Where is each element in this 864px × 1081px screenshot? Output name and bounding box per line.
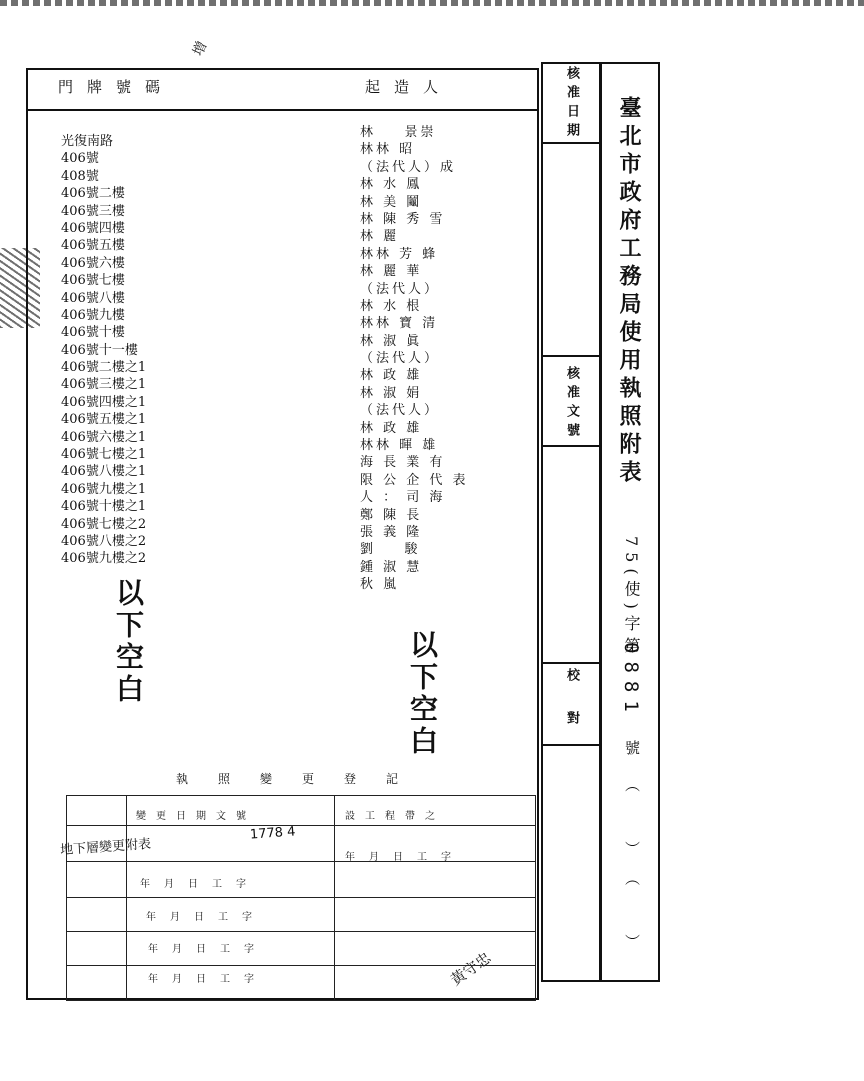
handwritten-note: 地下層變更附表 [59,836,152,859]
address-item: 406號六樓之1 [61,429,147,445]
address-item: 406號八樓之2 [61,533,147,549]
address-item: 406號七樓 [61,273,125,289]
builder-item: 限 公 企 代 表 [360,472,469,488]
table-line [535,795,536,1001]
address-item: 406號八樓 [61,290,125,306]
builder-item: （法代人） [360,351,441,367]
approval-divider [541,355,601,357]
builder-item: 林 淑 娟 [360,385,423,401]
permit-prefix: 75(使)字第 [622,536,641,659]
builder-item: 林林 寶 清 [360,316,439,332]
table-line [126,795,127,1001]
address-item: 406號十樓之1 [61,499,147,515]
address-item: 406號四樓 [61,220,125,236]
approval-doc-label: 核准文號 [564,366,579,442]
address-item: 406號五樓 [61,238,125,254]
approval-divider [541,142,601,144]
address-item: 406號三樓 [61,203,125,219]
change-table-row: 年月日工字 [140,879,260,890]
builder-item: 林 麗 華 [360,264,423,280]
change-table-row: 年月日工字 [148,944,268,955]
seal-stamp-bottom: 黃守忠 [447,948,495,990]
builder-item: 林 淑 眞 [360,333,423,349]
builder-item: 林 政 雄 [360,368,423,384]
builder-item: 林林 暉 雄 [360,438,439,454]
builder-item: 林 水 根 [360,298,423,314]
table-line [66,897,536,898]
change-table-row: 年月日工字 [345,852,465,863]
address-item: 406號九樓 [61,307,125,323]
address-item: 406號二樓之1 [61,360,147,376]
approval-divider [541,662,601,664]
builder-item: 林 陳 秀 雪 [360,211,446,227]
builder-item: 林 水 鳳 [360,177,423,193]
table-line [66,861,536,862]
approval-date-label: 核准日期 [564,66,579,142]
document-title: 臺北市政府工務局使用執照附表 [616,96,642,488]
change-table-row: 年月日工字 [146,912,266,923]
address-item: 408號 [61,168,99,184]
approval-divider [541,445,601,447]
address-item: 406號十樓 [61,325,125,341]
builder-item: 劉 駿 [360,542,421,558]
table-line [66,825,536,826]
address-item: 406號三樓之1 [61,377,147,393]
builder-item: 林林 昭 [360,142,416,158]
builder-item: 人 ： 司 海 [360,490,446,506]
table-line [66,795,536,796]
table-line [66,795,67,1001]
builder-item: （法代人） [360,403,441,419]
builder-item: 海 長 業 有 [360,455,446,471]
builder-item: 林 美 鬮 [360,194,423,210]
builder-item: 秋 嵐 [360,577,400,593]
seal-stamp-top: 增 [190,39,211,59]
address-item: 406號 [61,151,99,167]
builder-item: 林 政 雄 [360,420,423,436]
address-item: 406號六樓 [61,255,125,271]
scan-edge-line [0,0,864,6]
address-item: 406號二樓 [61,186,125,202]
builder-item: 鍾 淑 慧 [360,559,423,575]
table-line [66,1000,536,1001]
change-table-row: 年月日工字 [148,974,268,985]
blank-note-right: 以下空白 [406,630,439,758]
change-table-header-work: 設工程帶之 [345,811,445,822]
builder-header: 起造人 [365,78,453,96]
address-item: 光復南路 [61,134,114,149]
address-item: 406號九樓之2 [61,551,147,567]
address-item: 406號四樓之1 [61,394,147,410]
header-divider [26,109,539,111]
builder-item: （法代人）成 [360,159,457,175]
permit-suffix: 號（ ）（ ） [623,740,641,972]
handwritten-number: 1778 4 [249,824,296,843]
builder-item: （法代人） [360,281,441,297]
builder-item: 林 麗 [360,229,400,245]
approval-column [541,62,601,982]
address-item: 406號五樓之1 [61,412,147,428]
blank-note-left: 以下空白 [112,578,145,706]
change-table-title: 執照變更登記 [176,772,429,786]
address-item: 406號七樓之2 [61,516,147,532]
builder-list [360,124,469,594]
check-label: 校對 [564,668,579,754]
builder-item: 鄭 陳 長 [360,507,423,523]
builder-item: 張 義 隆 [360,524,423,540]
table-line [334,795,335,1001]
permit-number: 0881 [620,642,642,720]
address-item: 406號九樓之1 [61,481,147,497]
builder-item: 林林 芳 蜂 [360,246,439,262]
address-item: 406號十一樓 [61,342,138,358]
builder-item: 林 景崇 [360,125,437,140]
change-table-header-date: 變更日期文號 [136,811,256,822]
table-line [66,931,536,932]
address-list [61,133,146,568]
door-number-header: 門牌號碼 [58,78,175,96]
address-item: 406號八樓之1 [61,464,147,480]
address-item: 406號七樓之1 [61,447,147,463]
